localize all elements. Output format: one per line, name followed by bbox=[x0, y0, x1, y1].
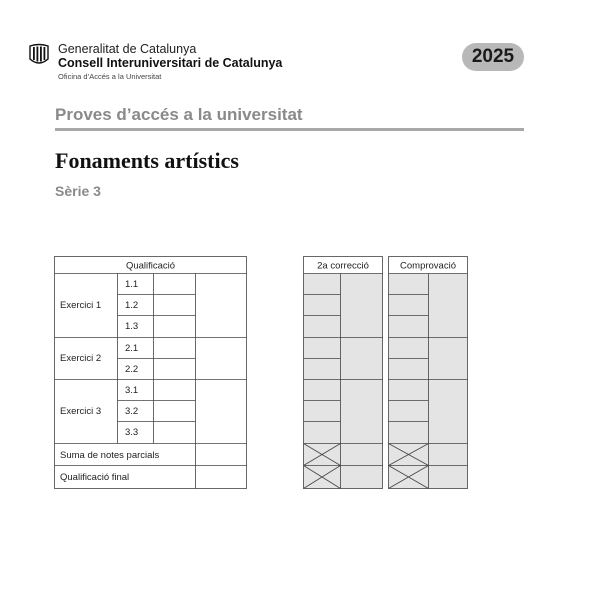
part-1-1: 1.1 bbox=[125, 279, 139, 290]
org-office: Oficina d’Accés a la Universitat bbox=[58, 72, 162, 81]
part-3-3: 3.3 bbox=[125, 427, 139, 438]
series-label: Sèrie 3 bbox=[55, 183, 101, 199]
exercise-1-label: Exercici 1 bbox=[60, 300, 102, 311]
exercise-3-label: Exercici 3 bbox=[60, 406, 102, 417]
sum-label: Suma de notes parcials bbox=[60, 450, 160, 461]
org-generalitat: Generalitat de Catalunya bbox=[58, 42, 197, 56]
second-correction-header: 2a correcció bbox=[317, 260, 369, 272]
exercise-2-label: Exercici 2 bbox=[60, 353, 102, 364]
part-2-1: 2.1 bbox=[125, 343, 139, 354]
year-badge: 2025 bbox=[462, 43, 524, 71]
part-1-3: 1.3 bbox=[125, 321, 139, 332]
qualification-header: Qualificació bbox=[125, 260, 176, 272]
verification-header: Comprovació bbox=[400, 260, 456, 272]
second-correction-table bbox=[304, 257, 383, 489]
subject-title: Fonaments artístics bbox=[55, 148, 239, 173]
section-title: Proves d’accés a la universitat bbox=[55, 105, 303, 124]
verification-table bbox=[389, 257, 468, 489]
part-3-2: 3.2 bbox=[125, 406, 139, 417]
final-grade-label: Qualificació final bbox=[60, 472, 130, 483]
part-2-2: 2.2 bbox=[125, 364, 139, 375]
org-council: Consell Interuniversitari de Catalunya bbox=[58, 56, 283, 70]
part-1-2: 1.2 bbox=[125, 300, 139, 311]
part-3-1: 3.1 bbox=[125, 385, 139, 396]
